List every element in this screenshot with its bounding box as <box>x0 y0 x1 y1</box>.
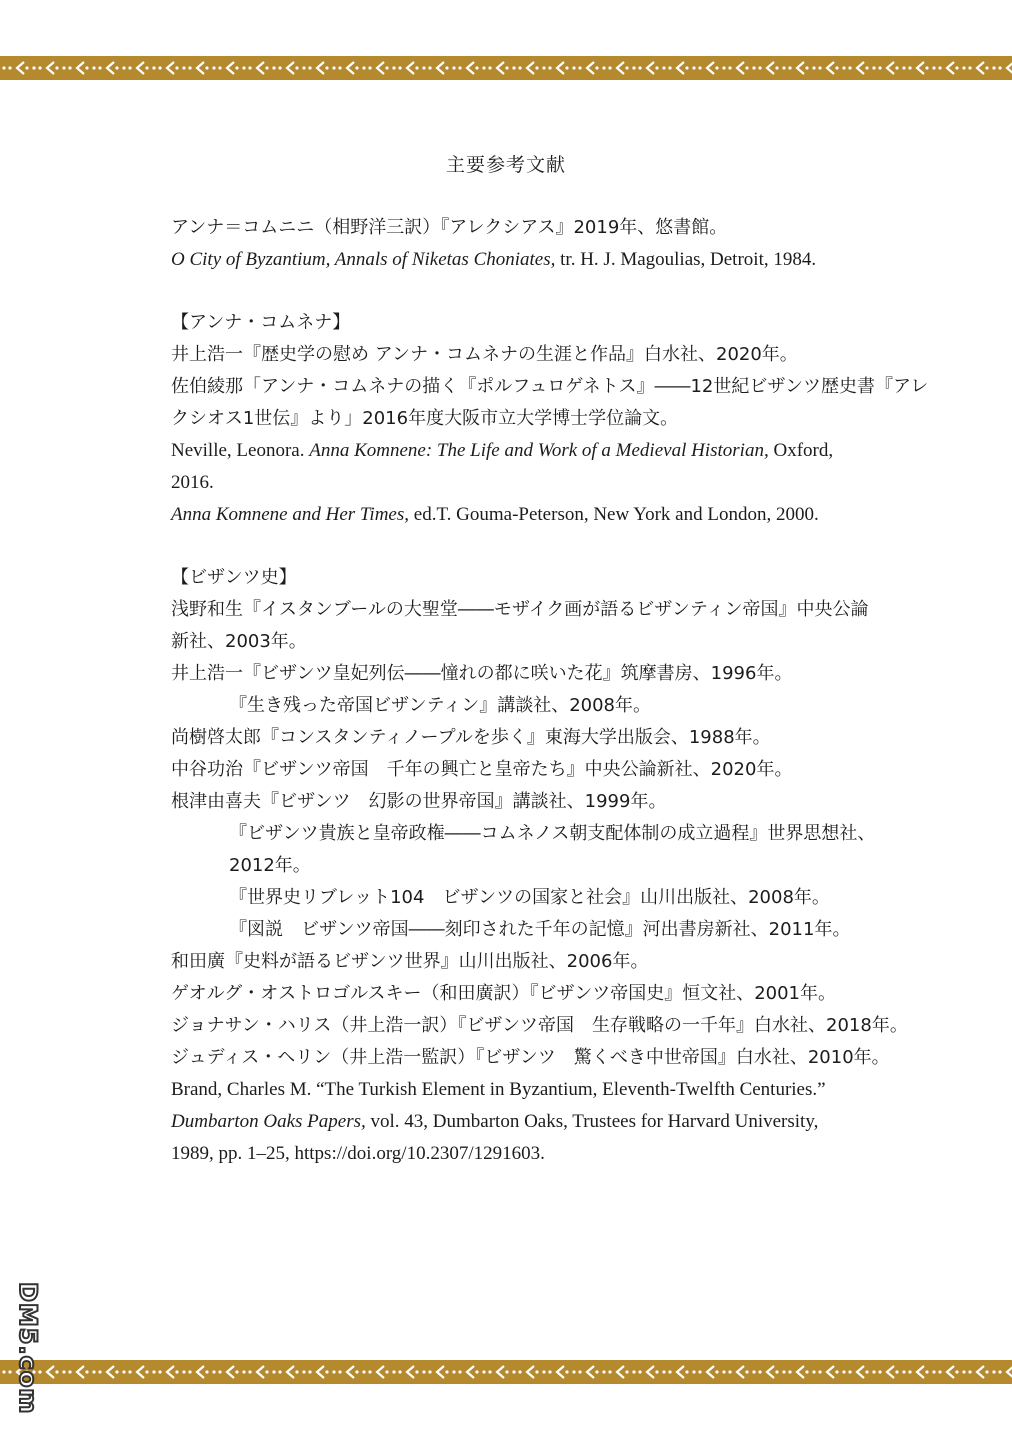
reference-line <box>171 1074 883 1106</box>
reference-text: Brand, Charles M. “The Turkish Element in Byzantium, Eleventh-Twelfth Centuries.” <box>171 1079 826 1100</box>
ornament-motif <box>542 1366 568 1378</box>
ornament-motif <box>62 1366 88 1378</box>
top-decorative-border <box>0 56 1012 80</box>
byzantine-history-references <box>171 594 908 1170</box>
reference-text: ゲオルグ・オストロゴルスキー（和田廣訳）『ビザンツ帝国史』恒文社、2001年。 <box>171 983 837 1004</box>
reference-text: ジュディス・ヘリン（井上浩一監訳）『ビザンツ 驚くべき中世帝国』白水社、2010年。 <box>171 1047 890 1068</box>
reference-text: 尚樹啓太郎『コンスタンティノープルを歩く』東海大学出版会、1988年。 <box>171 727 771 748</box>
reference-line <box>171 371 929 403</box>
ornament-motif <box>332 1366 358 1378</box>
reference-text: 井上浩一『歴史学の慰め アンナ・コムネナの生涯と作品』白水社、2020年。 <box>171 344 798 365</box>
ornament-motif <box>812 1366 838 1378</box>
bibliography <box>171 212 929 1170</box>
ornament-motif <box>722 1366 748 1378</box>
reference-line <box>171 818 883 850</box>
ornament-motif <box>752 62 778 74</box>
ornament-motif <box>362 1366 388 1378</box>
reference-line <box>171 786 883 818</box>
reference-line <box>171 212 883 244</box>
reference-text: 佐伯綾那「アンナ・コムネナの描く『ポルフュロゲネトス』――12世紀ビザンツ歴史書『アレ <box>171 376 929 397</box>
reference-line <box>171 1138 883 1170</box>
ornament-motif <box>782 1366 808 1378</box>
ornament-motif <box>572 62 598 74</box>
ornament-motif <box>152 1366 178 1378</box>
section-heading-anna-komnene: 【アンナ・コムネナ】 <box>171 312 351 333</box>
reference-text: 新社、2003年。 <box>171 631 307 652</box>
ornament-motif <box>992 1366 1012 1378</box>
watermark-text: DM5.com <box>14 1282 42 1415</box>
reference-title-italic: Anna Komnene: The Life and Work of a Medieval Historian, <box>309 440 769 461</box>
ornament-motif <box>602 1366 628 1378</box>
ornament-pattern-bottom <box>0 1360 1012 1384</box>
ornament-motif <box>302 1366 328 1378</box>
reference-line <box>171 722 883 754</box>
reference-line <box>171 882 883 914</box>
reference-text: ed.T. Gouma-Peterson, New York and London, 2000. <box>409 504 819 525</box>
ornament-motif <box>662 1366 688 1378</box>
ornament-motif <box>422 1366 448 1378</box>
ornament-motif <box>452 62 478 74</box>
ornament-motif <box>482 1366 508 1378</box>
ornament-motif <box>842 1366 868 1378</box>
reference-text: 『図説 ビザンツ帝国――刻印された千年の記憶』河出書房新社、2011年。 <box>229 919 851 940</box>
ornament-motif <box>992 62 1012 74</box>
reference-line <box>171 1010 908 1042</box>
ornament-motif <box>872 62 898 74</box>
reference-text: 浅野和生『イスタンブールの大聖堂――モザイク画が語るビザンティン帝国』中央公論 <box>171 599 869 620</box>
ornament-motif <box>932 62 958 74</box>
reference-line <box>171 594 883 626</box>
reference-text: 2012年。 <box>229 855 311 876</box>
ornament-motif <box>482 62 508 74</box>
reference-line <box>171 403 883 435</box>
reference-text: Oxford, <box>768 440 834 461</box>
ornament-motif <box>692 1366 718 1378</box>
ornament-motif <box>152 62 178 74</box>
ornament-motif <box>902 1366 928 1378</box>
ornament-motif <box>512 1366 538 1378</box>
ornament-motif <box>92 1366 118 1378</box>
ornament-motif <box>242 1366 268 1378</box>
ornament-motif <box>962 1366 988 1378</box>
reference-text: 『世界史リブレット104 ビザンツの国家と社会』山川出版社、2008年。 <box>229 887 830 908</box>
ornament-motif <box>272 62 298 74</box>
ornament-motif <box>62 62 88 74</box>
ornament-motif <box>752 1366 778 1378</box>
section-heading-byzantine-history: 【ビザンツ史】 <box>171 567 297 588</box>
reference-line <box>171 1042 890 1074</box>
reference-line <box>171 467 883 499</box>
ornament-motif <box>962 62 988 74</box>
reference-text: vol. 43, Dumbarton Oaks, Trustees for Harvard University, <box>365 1111 819 1132</box>
ornament-motif <box>782 62 808 74</box>
reference-title-italic: O City of Byzantium, Annals of Niketas Choniates, <box>171 249 556 270</box>
ornament-motif <box>542 62 568 74</box>
reference-text: アンナ＝コムニニ（相野洋三訳）『アレクシアス』2019年、悠書館。 <box>171 217 728 238</box>
reference-line <box>171 499 883 531</box>
ornament-motif <box>632 62 658 74</box>
reference-text: 『ビザンツ貴族と皇帝政権――コムネノス朝支配体制の成立過程』世界思想社、 <box>229 823 876 844</box>
reference-line <box>171 754 883 786</box>
ornament-motif <box>932 1366 958 1378</box>
ornament-motif <box>122 1366 148 1378</box>
ornament-motif <box>662 62 688 74</box>
ornament-motif <box>632 1366 658 1378</box>
ornament-motif <box>272 1366 298 1378</box>
ornament-motif <box>392 62 418 74</box>
ornament-motif <box>92 62 118 74</box>
anna-komnene-references <box>171 339 929 531</box>
ornament-motif <box>212 62 238 74</box>
ornament-motif <box>212 1366 238 1378</box>
reference-title-italic: Anna Komnene and Her Times, <box>171 504 410 525</box>
reference-title-italic: Dumbarton Oaks Papers, <box>171 1111 366 1132</box>
general-references <box>171 212 883 276</box>
reference-text: ジョナサン・ハリス（井上浩一訳）『ビザンツ帝国 生存戦略の一千年』白水社、2018年。 <box>171 1015 908 1036</box>
ornament-motif <box>182 62 208 74</box>
reference-text: 和田廣『史料が語るビザンツ世界』山川出版社、2006年。 <box>171 951 649 972</box>
reference-text: Neville, Leonora. <box>171 440 310 461</box>
page-title: 主要参考文献 <box>445 154 566 176</box>
site-watermark <box>14 1282 42 1432</box>
ornament-motif <box>902 62 928 74</box>
ornament-motif <box>392 1366 418 1378</box>
ornament-motif <box>692 62 718 74</box>
ornament-motif <box>242 62 268 74</box>
ornament-motif <box>302 62 328 74</box>
reference-line <box>171 914 883 946</box>
reference-line <box>171 1106 883 1138</box>
ornament-motif <box>842 62 868 74</box>
ornament-pattern-top <box>0 56 1012 80</box>
ornament-motif <box>362 62 388 74</box>
ornament-motif <box>512 62 538 74</box>
reference-text: 根津由喜夫『ビザンツ 幻影の世界帝国』講談社、1999年。 <box>171 791 667 812</box>
ornament-motif <box>332 62 358 74</box>
reference-line <box>171 658 883 690</box>
ornament-motif <box>122 62 148 74</box>
ornament-motif <box>422 62 448 74</box>
reference-line <box>171 339 883 371</box>
ornament-motif <box>32 62 58 74</box>
reference-line <box>171 626 883 658</box>
reference-line <box>171 435 883 467</box>
reference-line <box>171 978 883 1010</box>
ornament-motif <box>872 1366 898 1378</box>
ornament-motif <box>452 1366 478 1378</box>
ornament-motif <box>602 62 628 74</box>
ornament-motif <box>812 62 838 74</box>
bottom-decorative-border <box>0 1360 1012 1384</box>
reference-text: クシオス1世伝』より」2016年度大阪市立大学博士学位論文。 <box>171 408 679 429</box>
reference-line <box>171 244 883 276</box>
ornament-motif <box>572 1366 598 1378</box>
ornament-motif <box>2 62 28 74</box>
reference-line <box>171 850 883 882</box>
reference-text: 2016. <box>171 472 214 493</box>
ornament-motif <box>182 1366 208 1378</box>
reference-text: tr. H. J. Magoulias, Detroit, 1984. <box>555 249 817 270</box>
reference-text: 『生き残った帝国ビザンティン』講談社、2008年。 <box>229 695 652 716</box>
reference-line <box>171 690 883 722</box>
reference-text: 1989, pp. 1–25, https://doi.org/10.2307/1291603. <box>171 1143 545 1164</box>
reference-line <box>171 946 883 978</box>
ornament-motif <box>722 62 748 74</box>
reference-text: 中谷功治『ビザンツ帝国 千年の興亡と皇帝たち』中央公論新社、2020年。 <box>171 759 793 780</box>
reference-text: 井上浩一『ビザンツ皇妃列伝――憧れの都に咲いた花』筑摩書房、1996年。 <box>171 663 793 684</box>
